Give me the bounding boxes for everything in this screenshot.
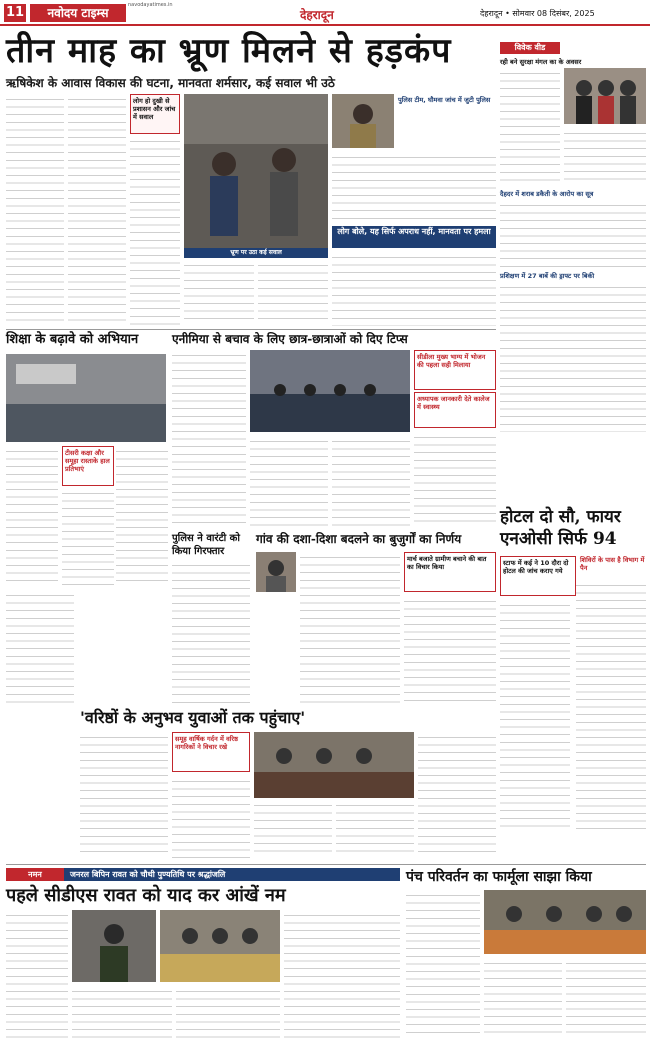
police-photo-graphic	[332, 94, 394, 148]
elders-text-3	[254, 800, 332, 858]
hotel-box	[500, 556, 576, 596]
lead-column-1	[6, 94, 64, 326]
rawat-photo-2	[160, 910, 280, 982]
vivek-text-2	[564, 128, 646, 186]
police-headline: पुलिस टीम, घौमवा जांच में जुटी पुलिस	[398, 96, 491, 104]
edu-photo	[6, 354, 166, 442]
village-text-2	[404, 596, 496, 706]
anemia-headline: एनीमिया से बचाव के लिए छात्र-छात्राओं को दिए टिप्स	[172, 332, 408, 346]
panch-photo-graphic	[484, 890, 646, 954]
vivek-headline-2: दैहदर में शराब डकैती के आरोप का सूत्र	[500, 190, 594, 198]
edu-text-3	[116, 446, 168, 586]
lead-headline: तीन माह का भ्रूण मिलने से हड़कंप	[6, 31, 452, 71]
village-photo	[256, 552, 296, 592]
vivek-text-1	[500, 68, 560, 186]
anemia-box-2	[414, 392, 496, 428]
lead-box-text: लोग हो दुखी से प्रशासन और जांच में सवाल	[133, 97, 176, 121]
police-photo	[332, 94, 394, 148]
lead-photo	[184, 94, 328, 248]
elders-text-2	[172, 776, 250, 858]
edu-photo-graphic	[6, 354, 166, 442]
panch-photo	[484, 890, 646, 954]
hotel-text-1	[500, 600, 570, 830]
village-box	[404, 552, 496, 592]
hotel-box-text: स्टाफ में कई ने 10 दौरा दो होटल की जांच कराए गये	[503, 559, 569, 575]
village-photo-graphic	[256, 552, 296, 592]
rawat-photo-1-graphic	[72, 910, 156, 982]
elders-box-text: समूह वार्षिक गर्दन में वरिष्ठ नागरिकों ने विचार रखे	[175, 735, 238, 751]
anemia-box-1-text: सीडीला मुख्य भाग्य में भोजन की पहला सही मिलाया	[417, 353, 486, 369]
lead-column-4	[184, 260, 254, 326]
anemia-text-3	[332, 436, 410, 528]
brand-logo: नवोदय टाइम्स	[30, 4, 126, 22]
edu-headline: शिक्षा के बढ़ावे को अभियान	[6, 332, 139, 347]
elders-headline: 'वरिष्ठों के अनुभव युवाओं तक पहुंचाए'	[80, 708, 306, 727]
lead-box	[130, 94, 180, 134]
vivek-photo	[564, 68, 646, 124]
anemia-photo	[250, 350, 410, 432]
village-text-1	[300, 552, 400, 706]
rawat-text-4	[284, 910, 400, 1038]
vivek-headline-1: रही बने सुरक्षा मंगल का के अवसर	[500, 58, 582, 66]
panch-text-2	[484, 958, 562, 1038]
police-story-text	[332, 152, 496, 224]
lead-column-6	[332, 252, 496, 326]
panch-text-3	[566, 958, 646, 1038]
hotel-text-2	[576, 580, 646, 830]
vivek-text-3	[500, 200, 646, 270]
panch-text-1	[406, 890, 480, 1038]
elders-text-4	[336, 800, 414, 858]
rawat-photo-1	[72, 910, 156, 982]
anemia-text-2	[250, 436, 328, 528]
lead-column-2	[68, 94, 126, 326]
rawat-headline: पहले सीडीएस रावत को याद कर आंखें नम	[6, 885, 286, 906]
site-url[interactable]: navodayatimes.in	[128, 2, 173, 8]
elders-text-1	[80, 732, 168, 858]
edu-text-2	[62, 488, 114, 586]
lead-quote: लोग बोले, यह सिर्फ अपराध नहीं, मानवता पर हमला	[332, 226, 496, 248]
edu-box	[62, 446, 114, 486]
edition-city: देहरादून	[300, 8, 334, 22]
anemia-text-1	[172, 350, 246, 528]
divider	[6, 329, 496, 330]
panch-headline: पंच परिवर्तन का फार्मूला साझा किया	[406, 869, 592, 885]
anemia-photo-graphic	[250, 350, 410, 432]
lead-column-3	[130, 136, 180, 326]
edu-box-text: टीसरी कक्षा और समूहा रास्ताके हाल प्रतिभाएं	[65, 449, 110, 473]
rawat-strap: जनरल बिपिन रावत को चौथी पुण्यतिथि पर श्रद्धांजलि	[64, 868, 400, 881]
lead-column-5	[258, 260, 328, 326]
vivek-text-4	[500, 282, 646, 432]
divider-2	[6, 864, 646, 865]
edu-text-4	[6, 590, 74, 704]
rawat-text-2	[72, 986, 172, 1038]
village-box-text: मार्च बजाते ग्रामीण बचाने की बात का विचार किया	[407, 555, 487, 571]
police-arrest-text	[172, 560, 250, 706]
elders-photo-graphic	[254, 732, 414, 798]
anemia-text-4	[414, 432, 496, 528]
hotel-subhead: शिविरों के पास है विभाग में पैन	[580, 556, 645, 572]
vivek-photo-graphic	[564, 68, 646, 124]
vivek-label: विवेक वीड	[500, 42, 560, 54]
elders-text-5	[418, 732, 496, 858]
anemia-box-2-text: अध्यापक जानकारी देते कालेज में स्वास्थ्य	[417, 395, 490, 411]
elders-photo	[254, 732, 414, 798]
lead-photo-graphic	[184, 94, 328, 248]
elders-box	[172, 732, 250, 772]
lead-photo-caption: भ्रूण पर उठा कई सवाल	[184, 248, 328, 258]
hotel-headline: होटल दो सौ, फायर एनओसी सिर्फ 94	[500, 507, 621, 549]
edition-date: देहरादून • सोमवार 08 दिसंबर, 2025	[480, 9, 595, 18]
edu-text-1	[6, 446, 58, 586]
rawat-label: नमन	[6, 868, 64, 881]
rawat-text-3	[176, 986, 280, 1038]
police-arrest-headline: पुलिस ने वारंटी को किया गिरफ्तार	[172, 533, 240, 557]
vivek-headline-3: प्रशिक्षण में 27 बार्बे की ड्राफ्ट पर बिकी	[500, 272, 595, 280]
village-headline: गांव की दशा-दिशा बदलने का बुजुर्गों का निर्णय	[256, 532, 462, 546]
lead-subhead: ऋषिकेश के आवास विकास की घटना, मानवता शर्मसार, कई सवाल भी उठे	[6, 76, 335, 90]
anemia-box-1	[414, 350, 496, 390]
rawat-text-1	[6, 910, 68, 1038]
page-number: 11	[5, 5, 25, 20]
rawat-photo-2-graphic	[160, 910, 280, 982]
